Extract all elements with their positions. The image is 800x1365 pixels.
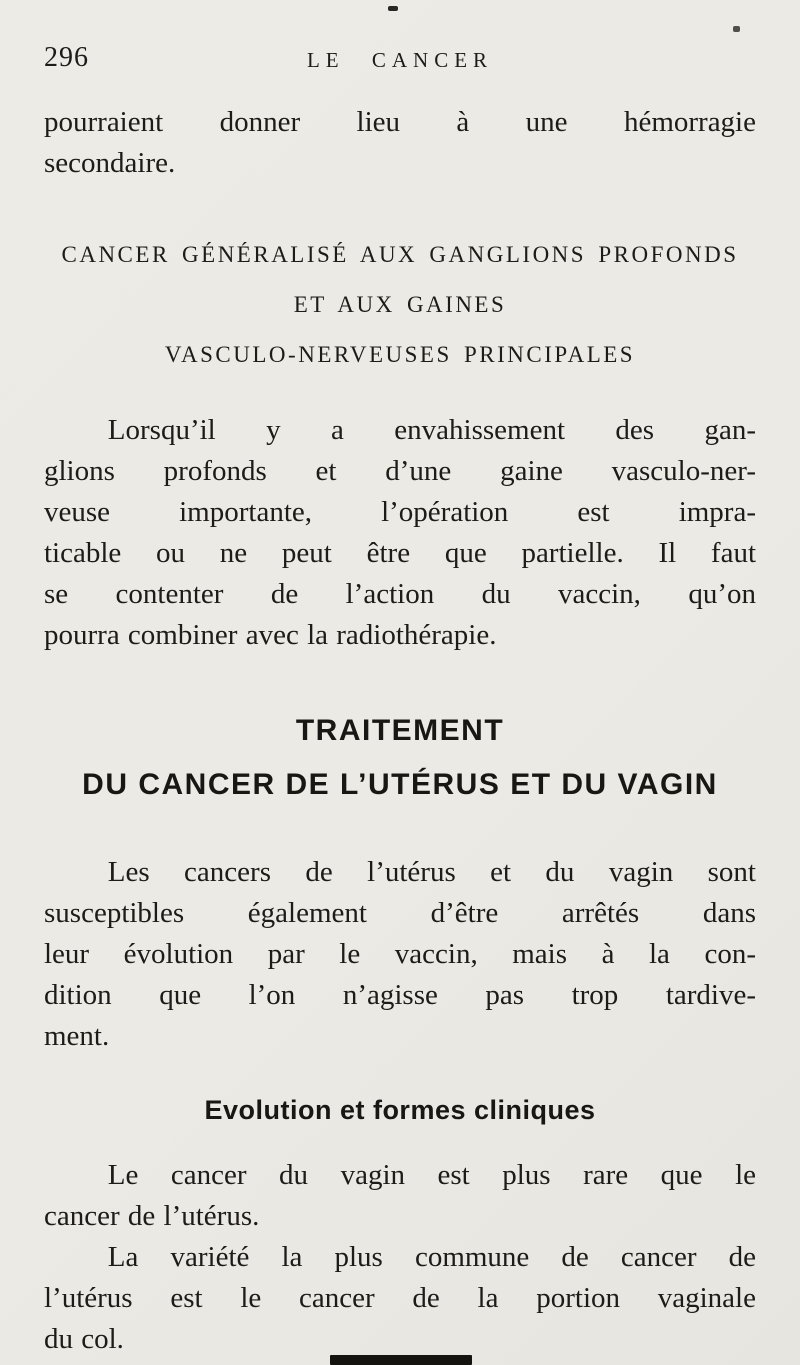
text-line: dition que l’on n’agisse pas trop tardive- (44, 979, 756, 1011)
running-head: LE CANCER (306, 48, 494, 72)
text-line: susceptibles également d’être arrêtés dans (44, 897, 756, 929)
text-line: veuse importante, l’opération est impra- (44, 496, 756, 528)
section-heading-cancer-generalise (44, 230, 756, 380)
page-number: 296 (44, 42, 89, 73)
paragraph-les-cancers (44, 852, 756, 1057)
paragraph-le-cancer-du-vagin (44, 1155, 756, 1237)
text-line: TRAITEMENT (295, 714, 505, 747)
paragraph-la-variete (44, 1237, 756, 1360)
text-line: Lorsqu’il y a envahissement des gan- (107, 414, 756, 446)
text-line: secondaire. (44, 147, 176, 179)
paragraph-lorsquil (44, 410, 756, 656)
text-line: se contenter de l’action du vaccin, qu’on (44, 578, 756, 610)
text-line: ment. (44, 1020, 110, 1052)
text-line: l’utérus est le cancer de la portion vaginale (44, 1282, 756, 1314)
chapter-heading-traitement (44, 704, 756, 812)
text-line: cancer de l’utérus. (44, 1200, 260, 1232)
text-line: pourra combiner avec la radiothérapie. (44, 619, 497, 651)
subheading-evolution-formes-cliniques: Evolution et formes cliniques (204, 1095, 596, 1125)
scan-speck-artifact (388, 6, 398, 11)
scan-bottom-mark-artifact (330, 1355, 472, 1365)
text-line: CANCER GÉNÉRALISÉ AUX GANGLIONS PROFONDS (61, 242, 739, 267)
text-line: glions profonds et d’une gaine vasculo-ner- (44, 455, 756, 487)
paragraph-continuation (44, 102, 756, 184)
text-line: leur évolution par le vaccin, mais à la con- (44, 938, 756, 970)
text-line: ET AUX GAINES (293, 292, 507, 317)
text-line: du col. (44, 1323, 124, 1355)
text-line: VASCULO-NERVEUSES PRINCIPALES (164, 342, 636, 367)
text-line: Les cancers de l’utérus et du vagin sont (107, 856, 756, 888)
text-line: ticable ou ne peut être que partielle. Il faut (44, 537, 756, 569)
scan-speck-artifact (733, 26, 740, 32)
text-line: pourraient donner lieu à une hémorragie (44, 106, 756, 138)
text-line: La variété la plus commune de cancer de (107, 1241, 756, 1273)
text-line: Le cancer du vagin est plus rare que le (107, 1159, 756, 1191)
page-header (44, 42, 756, 76)
text-line: DU CANCER DE L’UTÉRUS ET DU VAGIN (82, 768, 718, 801)
